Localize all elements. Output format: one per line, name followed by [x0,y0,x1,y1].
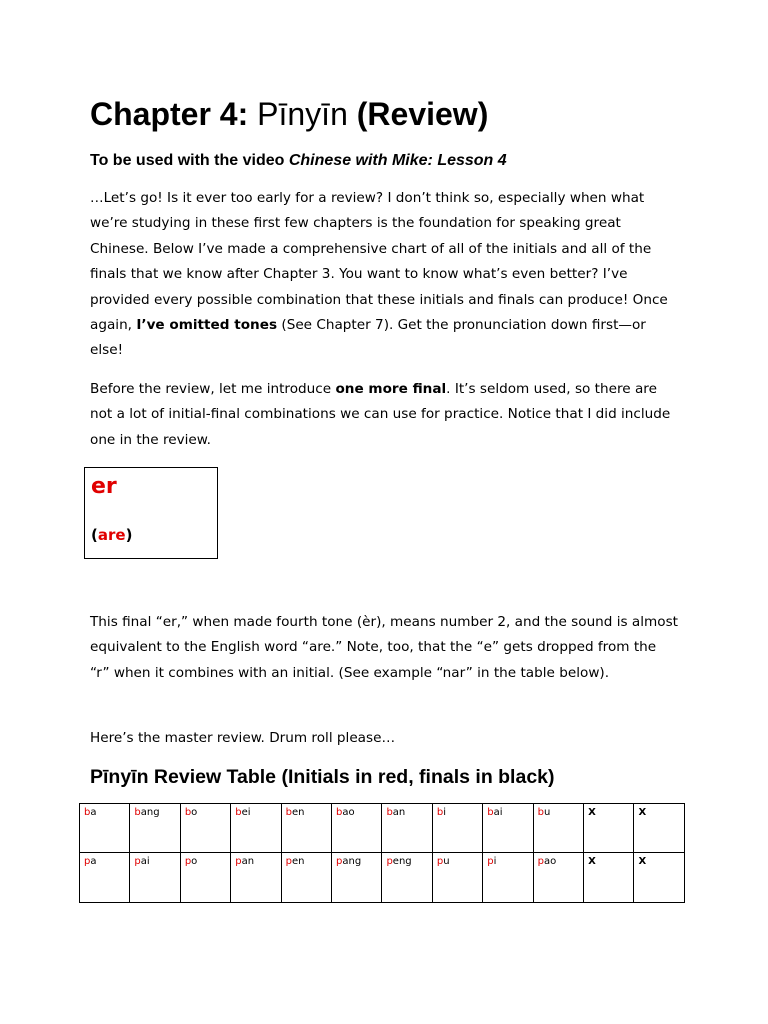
table-row [80,804,685,853]
initial: b [134,807,141,818]
final: o [191,807,198,818]
final: eng [392,856,412,867]
empty-mark: X [638,856,647,867]
final: ao [342,807,355,818]
initial: p [285,856,292,867]
table-cell [634,853,685,903]
final: i [493,856,497,867]
table-cell [432,804,482,853]
final: an [392,807,406,818]
final-intro-bold: one more final [335,381,447,397]
er-pron-word: are [97,526,126,544]
empty-mark: X [588,856,596,867]
final: a [90,856,97,867]
initial: p [436,856,444,867]
title-pinyin: Pīnyīn [257,96,348,132]
final: en [291,856,305,867]
initial: p [487,856,494,867]
final: ei [241,807,251,818]
table-cell [382,804,432,853]
initial: b [336,807,343,818]
table-cell [332,804,382,853]
table-cell [382,853,432,903]
table-cell [180,853,230,903]
title-suffix: (Review) [356,96,489,132]
intro-part1: …Let’s go! Is it ever too early for a review? I don’t think so, especially when what we’re studying in these first few chapters is the foundation for speaking great Chinese. Below I’ve made a comprehensive chart of all of the initials and all of the finals that we know after Chapter 3. You want to know what’s even better? I’ve provided every possible combination that these initials and finals can produce! Once again, [90,190,668,334]
table-cell [634,804,685,853]
final: ai [493,807,503,818]
table-cell [332,853,382,903]
er-pronunciation [91,524,132,546]
final: u [443,856,450,867]
table-cell [130,804,180,853]
initial: p [134,856,141,867]
final: i [443,807,446,818]
intro-bold: I’ve omitted tones [136,317,278,334]
final: o [191,856,198,867]
title-prefix: Chapter 4: [90,96,249,132]
subtitle-video: Chinese with Mike: Lesson 4 [288,152,507,169]
er-final-word: er [91,474,117,499]
final-intro-part1: Before the review, let me introduce [90,381,332,397]
table-cell [231,853,281,903]
intro-part2: (See Chapter 7). Get the pronunciation down first—or else! [90,317,646,359]
final: a [90,807,97,818]
final: ang [140,807,160,818]
initial: b [184,807,192,818]
table-title: Pīnyīn Review Table (Initials in red, finals in black) [90,766,555,788]
table-cell [432,853,482,903]
final-intro-paragraph [90,377,678,453]
table-cell [483,804,533,853]
initial: p [386,856,393,867]
table-cell [281,804,331,853]
table-cell [281,853,331,903]
final: an [241,856,255,867]
initial: b [84,807,91,818]
pinyin-review-table [79,803,685,903]
table-cell [483,853,533,903]
er-pron-open: ( [91,526,98,544]
table-cell [180,804,230,853]
table-cell [80,804,130,853]
initial: b [235,807,242,818]
intro-paragraph [90,186,678,364]
page-title [90,94,488,134]
final: ang [342,856,362,867]
er-explanation-paragraph: This final “er,” when made fourth tone (èr), means number 2, and the sound is almost equivalent to the English word “are.” Note, too, that the “e” gets dropped from the “r” when it combines with an initial. (See example “nar” in the table below). [90,614,679,681]
initial: p [537,856,545,867]
table-cell [533,853,583,903]
table-cell [584,853,634,903]
table-cell [584,804,634,853]
empty-mark: X [588,807,596,818]
final: ai [140,856,150,867]
initial: p [84,856,91,867]
initial: b [436,807,444,818]
subtitle-text: To be used with the video [90,152,285,169]
subtitle [90,150,507,172]
table-cell [80,853,130,903]
final: ao [544,856,557,867]
initial: p [336,856,343,867]
initial: p [235,856,242,867]
table-row [80,853,685,903]
master-review-paragraph: Here’s the master review. Drum roll please… [90,730,396,746]
table-cell [130,853,180,903]
initial: b [386,807,393,818]
er-pron-close: ) [125,526,133,544]
final: u [544,807,551,818]
initial: p [184,856,192,867]
initial: b [487,807,494,818]
final-intro-part2: . It’s seldom used, so there are not a lot of initial-final combinations we can use for practice. Notice that I did include one in the review. [90,381,671,448]
initial: b [285,807,292,818]
final: en [291,807,305,818]
table-cell [533,804,583,853]
initial: b [537,807,545,818]
er-final-box [84,467,218,559]
empty-mark: X [638,807,647,818]
table-cell [231,804,281,853]
